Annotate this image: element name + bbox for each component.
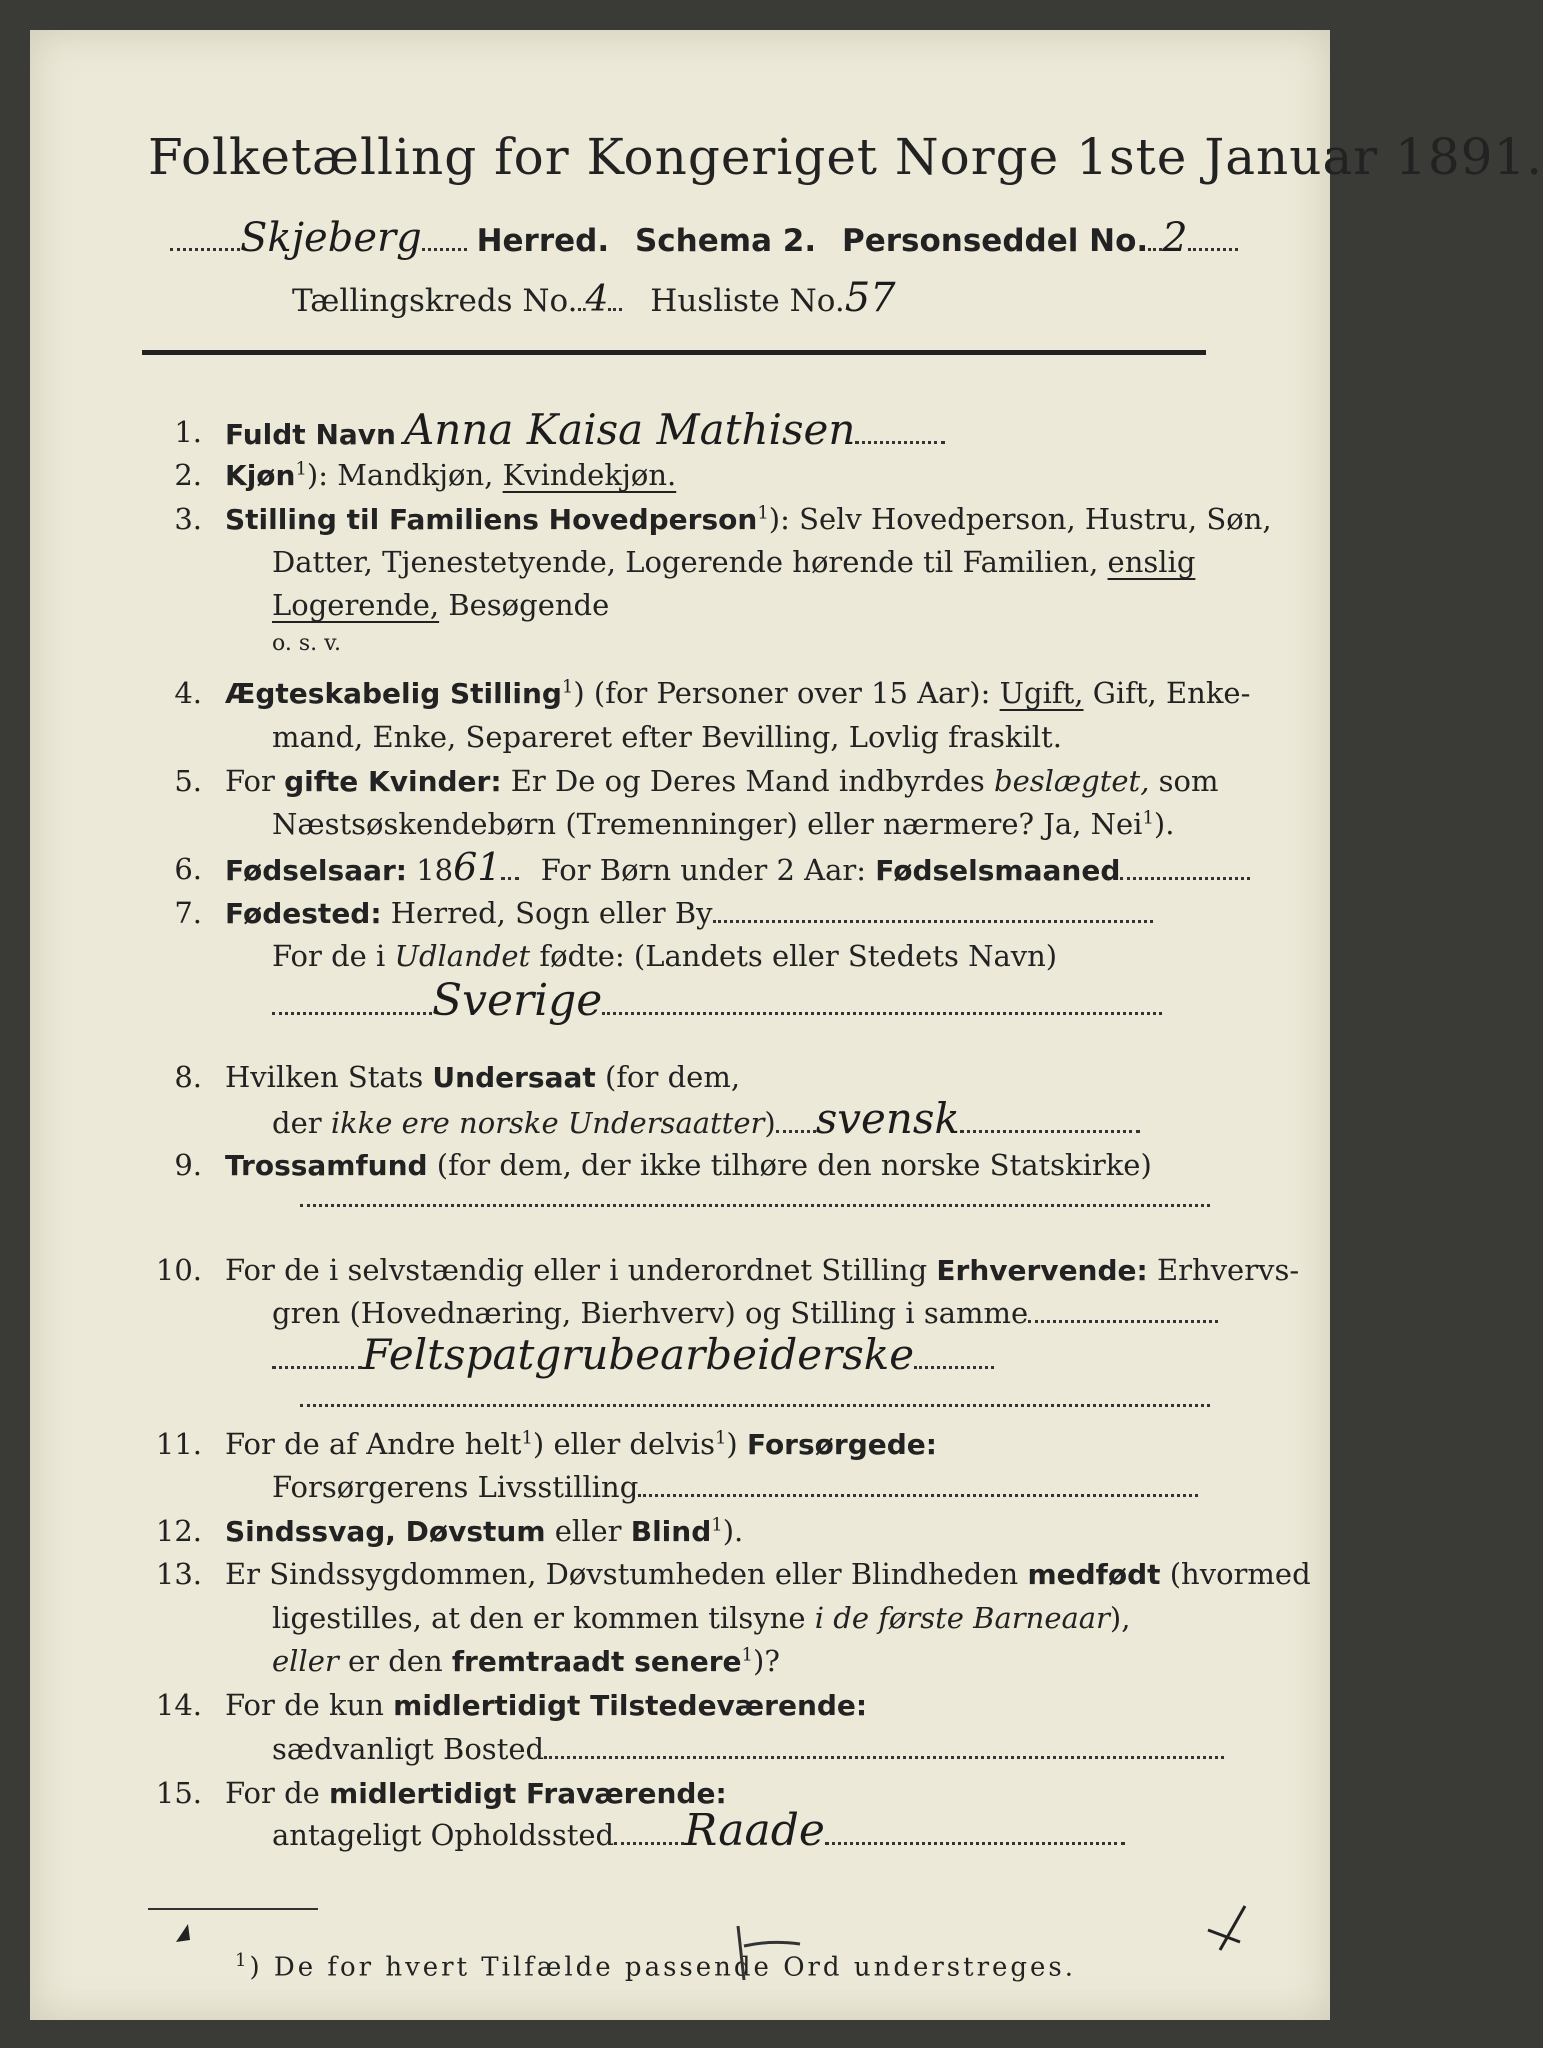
item-13-onset-line3 [272,1644,780,1678]
kreds-line [292,275,896,321]
pencil-mark-right [1200,1900,1260,1970]
item-6-birth-year [225,845,1250,889]
husliste-label: Husliste No. [650,283,845,319]
birthplace-options: Herred, Sogn eller By [390,896,713,930]
personseddel-value: 2 [1162,215,1188,261]
occupation-question: For de i selvstændig eller i underordnet Stilling [225,1253,928,1287]
item-14-temporary-present-line1 [225,1688,867,1722]
position-selected-2: Logerende, [272,588,440,622]
related-end: ). [1153,807,1175,841]
disability-footnote-marker: 1 [711,1514,723,1536]
related-som: som [1158,764,1219,798]
related-for: For [225,764,275,798]
item-15-temporary-absent-line2 [272,1805,1125,1856]
probable-whereabouts-value: Raade [684,1805,825,1856]
item-7-birthplace-line3 [272,975,1162,1026]
item-7-birthplace-line1 [225,896,1153,930]
related-italic: beslægtet, [994,764,1150,798]
supported-question: For de af Andre helt [225,1427,522,1461]
footnote-text: ) De for hvert Tilfælde passende Ord understreges. [249,1952,1077,1983]
onset-question: Er Sindssygdommen, Døvstumheden eller Blindheden [225,1557,1019,1591]
kreds-value: 4 [585,279,609,320]
item-10-occupation-line1 [225,1253,1299,1287]
item-number-11: 11. [155,1427,202,1461]
position-options-3: Besøgende [448,588,610,622]
subject-der: der [272,1106,322,1140]
husliste-value: 57 [844,275,896,321]
item-number-4: 4. [174,676,202,710]
item-8-subject-line2 [272,1094,1140,1143]
kreds-label: Tællingskreds No. [292,283,578,319]
disability-eller: eller [554,1514,622,1548]
footnote [235,1950,1076,1983]
item-5-related-line1 [225,764,1219,798]
full-name-label: Fuldt Navn [225,418,396,451]
item-number-1: 1. [174,415,202,449]
pencil-mark-left [170,1910,210,1950]
disability-label-1: Sindssvag, Døvstum [225,1515,546,1548]
subject-value: svensk [815,1094,960,1143]
related-question-2: Næstsøskendebørn (Tremenninger) eller nærmere? Ja, Nei [272,807,1143,841]
supported-delvis: ) eller delvis [532,1427,715,1461]
pencil-mark-center [730,1920,810,1990]
full-name-value: Anna Kaisa Mathisen [403,405,856,454]
related-question: Er De og Deres Mand indbyrdes [510,764,985,798]
supported-footnote-marker-2: 1 [714,1427,727,1449]
item-5-related-line2 [272,807,1174,841]
birth-year-label: Fødselsaar: [225,854,407,887]
item-number-6: 6. [174,852,202,886]
birthplace-label: Fødested: [225,897,382,930]
occupation-value: Feltspatgrubearbeiderske [362,1330,915,1379]
position-selected-1: enslig [1107,545,1196,579]
related-footnote-marker: 1 [1142,807,1154,829]
birth-year-value: 61 [453,845,502,889]
onset-medfodt: medfødt [1027,1558,1161,1591]
birthplace-value: Sverige [432,975,603,1026]
item-number-3: 3. [174,502,202,536]
gender-label: Kjøn [225,459,296,492]
schema-label: Schema 2. [634,223,817,259]
birth-month-label: Fødselsmaaned [875,854,1121,887]
temporary-absent-for: For de [225,1776,320,1810]
temporary-present-for: For de kun [225,1688,384,1722]
position-etc: o. s. v. [272,631,341,656]
birth-year-prefix: 18 [416,853,454,887]
birthplace-abroad-text: fødte: (Landets eller Stedets Navn) [539,939,1058,973]
position-label: Stilling til Familiens Hovedperson [225,503,758,536]
item-14-temporary-present-line2 [272,1732,1224,1766]
item-3-position-line2 [272,545,1195,579]
item-number-12: 12. [155,1514,202,1548]
occupation-erhvervs: Erhvervs- [1156,1253,1300,1287]
position-options-1: ): Selv Hovedperson, Hustru, Søn, [768,502,1272,536]
subject-label: Undersaat [432,1061,596,1094]
item-8-subject-line1 [225,1060,740,1094]
birthplace-abroad-for: For de i [272,939,386,973]
item-7-birthplace-line2 [272,939,1057,973]
item-10-occupation-blank [300,1380,1210,1414]
position-footnote-marker: 1 [757,502,769,524]
supported-label: Forsørgede: [746,1428,937,1461]
item-number-10: 10. [155,1253,202,1287]
onset-footnote-marker: 1 [741,1644,753,1666]
onset-hvormed: (hvormed [1169,1557,1311,1591]
related-label: gifte Kvinder: [284,765,502,798]
gender-footnote-marker: 1 [295,458,307,480]
religion-condition: (for dem, der ikke tilhøre den norske Statskirke) [436,1148,1152,1182]
item-4-marital-line1 [225,676,1250,710]
occupation-label: Erhvervende: [936,1254,1148,1287]
onset-end: )? [753,1644,780,1678]
item-3-position-line1 [225,502,1272,536]
item-number-2: 2. [174,458,202,492]
temporary-present-label: midlertidigt Tilstedeværende: [393,1689,868,1722]
religion-label: Trossamfund [225,1149,428,1182]
form-title: Folketælling for Kongeriget Norge 1ste Januar 1891. [148,128,1543,186]
marital-options-2: mand, Enke, Separeret efter Bevilling, Lovlig fraskilt. [272,720,1062,754]
item-9-religion [225,1148,1152,1182]
item-1-full-name [225,405,945,454]
onset-er-den: er den [347,1644,443,1678]
onset-paren: ), [1109,1601,1131,1635]
item-13-onset-line2 [272,1601,1130,1635]
marital-options-1: Gift, Enke- [1092,676,1251,710]
gender-selected: Kvindekjøn. [502,458,677,492]
herred-line [170,215,1238,261]
birth-month-condition: For Børn under 2 Aar: [540,853,867,887]
marital-footnote-marker: 1 [561,676,574,698]
temporary-absent-label: midlertidigt Fraværende: [329,1777,727,1810]
subject-italic: ikke ere norske Undersaatter [330,1106,765,1140]
marital-label: Ægteskabelig Stilling [225,677,562,710]
header-rule [142,350,1206,355]
onset-question-2: ligestilles, at den er kommen tilsyne [272,1601,806,1635]
item-number-15: 15. [155,1776,202,1810]
probable-whereabouts-label: antageligt Opholdssted [272,1818,615,1852]
birthplace-abroad-italic: Udlandet [394,939,531,973]
marital-selected: Ugift, [999,676,1084,710]
subject-question: Hvilken Stats [225,1060,424,1094]
item-10-occupation-line3 [272,1330,994,1379]
occupation-question-2: gren (Hovednæring, Bierhverv) og Stilling i samme [272,1296,1029,1330]
onset-eller: eller [272,1644,339,1678]
item-2-gender [225,458,676,492]
position-options-2: Datter, Tjenestetyende, Logerende hørende til Familien, [272,545,1099,579]
onset-later-label: fremtraadt senere [451,1645,742,1678]
disability-label-2: Blind [630,1515,712,1548]
herred-label: Herred. [476,223,610,259]
item-number-8: 8. [174,1060,202,1094]
footnote-marker: 1 [235,1950,250,1971]
onset-italic: i de første Barneaar [814,1601,1110,1635]
item-11-supported-line1 [225,1427,937,1461]
item-12-disability [225,1514,743,1548]
item-10-occupation-line2 [272,1296,1218,1330]
marital-condition: ) (for Personer over 15 Aar): [573,676,991,710]
item-number-7: 7. [174,896,202,930]
usual-residence-label: sædvanligt Bosted [272,1732,545,1766]
item-number-5: 5. [174,764,202,798]
item-number-9: 9. [174,1148,202,1182]
item-number-13: 13. [155,1557,202,1591]
item-11-supported-line2 [272,1470,1198,1504]
gender-options: ): Mandkjøn, [306,458,494,492]
supported-paren: ) [726,1427,738,1461]
disability-end: ). [722,1514,744,1548]
item-13-onset-line1 [225,1557,1311,1591]
personseddel-label: Personseddel No. [842,223,1149,259]
item-9-religion-blank [300,1180,1210,1214]
herred-value: Skjeberg [240,215,422,261]
subject-paren: ) [764,1106,776,1140]
supporter-occupation-label: Forsørgerens Livsstilling [272,1470,639,1504]
item-3-position-line3 [272,588,609,622]
item-number-14: 14. [155,1688,202,1722]
subject-condition: (for dem, [605,1060,741,1094]
census-form-page [30,30,1543,2020]
supported-footnote-marker-1: 1 [521,1427,533,1449]
